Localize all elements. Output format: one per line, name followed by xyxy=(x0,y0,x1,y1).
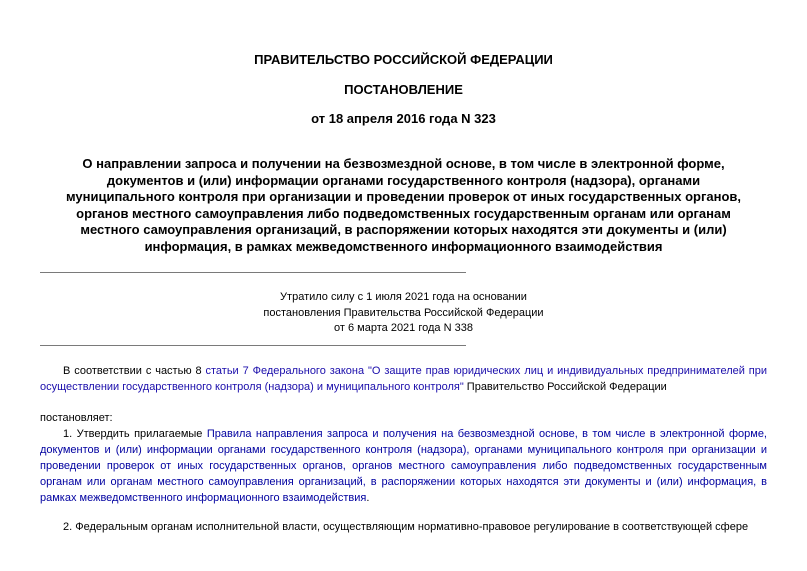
document-date-number: от 18 апреля 2016 года N 323 xyxy=(311,111,496,126)
expiry-line-1: Утратило силу с 1 июля 2021 года на основании xyxy=(280,291,527,303)
basis-prefix: В соответствии с частью 8 xyxy=(63,365,206,377)
item-1-prefix: 1. Утвердить прилагаемые xyxy=(63,428,207,440)
item-1-paragraph xyxy=(40,426,767,506)
item-2-paragraph: 2. Федеральным органам исполнительной власти, осуществляющим нормативно-правовое регулирование в соответствующей сфере xyxy=(63,521,749,533)
document-type: ПОСТАНОВЛЕНИЕ xyxy=(344,82,463,97)
government-heading: ПРАВИТЕЛЬСТВО РОССИЙСКОЙ ФЕДЕРАЦИИ xyxy=(254,52,553,67)
basis-paragraph xyxy=(40,363,767,395)
basis-suffix: Правительство Российской Федерации xyxy=(463,381,667,393)
divider-top xyxy=(40,272,466,273)
document-title: О направлении запроса и получении на безвозмездной основе, в том числе в электронной форме, документов и (или) информации органами государственного контроля (надзора), органами муниципального контроля при организации и проведении проверок от иных государственных органов, органов местного самоуправления либо подведомственных государственным органам или органам местного самоуправления организаций, в распоряжении которых находятся эти документы и (или) информация, в рамках межведомственного информационного взаимодействия xyxy=(65,156,742,254)
divider-bottom xyxy=(40,345,466,346)
expiry-line-3: от 6 марта 2021 года N 338 xyxy=(334,322,473,335)
federal-law-link[interactable]: статьи 7 Федерального закона "О защите прав юридических лиц и индивидуальных предпринимателей при осуществлении государственного контроля (надзора) и муниципального контроля" xyxy=(40,365,767,393)
decides-text: постановляет: xyxy=(40,412,113,424)
expiry-note xyxy=(0,290,807,337)
expiry-line-2: постановления Правительства Российской Федерации xyxy=(263,306,544,319)
rules-link[interactable]: Правила направления запроса и получения на безвозмездной основе, в том числе в электронной форме, документов и (или) информации органами государственного контроля (надзора), органами муниципального контроля при организации и проведении проверок от иных государственных органов, органов местного самоуправления либо подведомственных государственным органам или органам местного самоуправления организаций, в распоряжении которых находятся эти документы и (или) информация, в рамках межведомственного информационного взаимодействия xyxy=(40,428,767,504)
item-1-suffix: . xyxy=(366,492,370,504)
